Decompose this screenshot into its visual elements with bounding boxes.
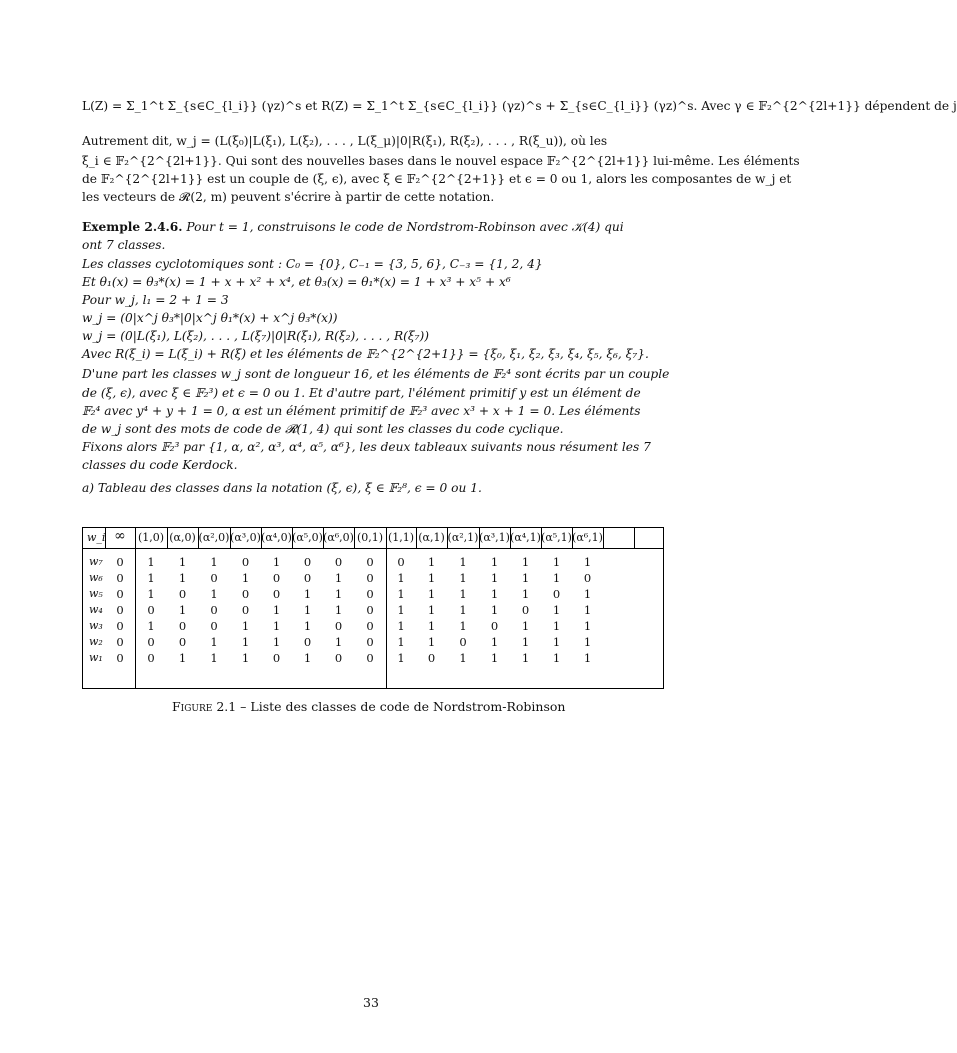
table-cell: 1 xyxy=(303,603,312,617)
table-column-header: (α⁶,1) xyxy=(572,531,603,544)
table-cell: 1 xyxy=(427,619,436,633)
table-cell: 0 xyxy=(272,651,281,665)
table-cell: 1 xyxy=(583,635,592,649)
table-cell: 1 xyxy=(552,619,561,633)
table-cell: 0 xyxy=(459,635,467,649)
table-row-label: w₃ xyxy=(89,619,103,632)
table-cell: 1 xyxy=(397,571,405,585)
example-line-4: Et θ₁(x) = θ₃*(x) = 1 + x + x² + x⁴, et θ₃(x) = θ₁*(x) = 1 + x³ + x⁵ + x⁶ xyxy=(82,275,511,289)
table-cell: 1 xyxy=(272,555,281,569)
example-line-12: de w_j sont des mots de code de 𝓡(1, 4) qui sont les classes du code cyclique. xyxy=(82,422,564,436)
table-cell: 1 xyxy=(303,619,312,633)
table-cell: 0 xyxy=(490,619,499,633)
table-cell: 1 xyxy=(521,555,530,569)
table-cell: 1 xyxy=(178,555,187,569)
table-cell: 1 xyxy=(583,555,592,569)
table-cell: 1 xyxy=(334,587,343,601)
table-cell: 1 xyxy=(241,619,250,633)
table-cell: 0 xyxy=(116,587,124,601)
table-cell: 1 xyxy=(178,651,187,665)
example-line-5: Pour w_j, l₁ = 2 + 1 = 3 xyxy=(82,293,229,307)
table-cell: 1 xyxy=(552,635,561,649)
table-cell: 1 xyxy=(427,635,436,649)
table-cell: 1 xyxy=(210,635,218,649)
table-cell: 0 xyxy=(366,619,374,633)
table-cell: 1 xyxy=(241,571,250,585)
text-line-autrement: Autrement dit, w_j = (L(ξ₀)|L(ξ₁), L(ξ₂), . . . , L(ξ_μ)|0|R(ξ₁), R(ξ₂), . . . , R(ξ_u)), où les xyxy=(82,134,608,148)
table-cell: 1 xyxy=(147,587,155,601)
table-column-header: (α,0) xyxy=(169,531,196,544)
table-cell: 1 xyxy=(583,651,592,665)
example-line-6: w_j = (0|x^j θ₃*|0|x^j θ₁*(x) + x^j θ₃*(x)) xyxy=(82,311,338,325)
table-cell: 1 xyxy=(521,571,530,585)
table-cell: 1 xyxy=(178,603,187,617)
table-cell: 1 xyxy=(490,587,499,601)
table-cell: 0 xyxy=(334,651,343,665)
table-cell: 0 xyxy=(303,635,312,649)
table-cell: 1 xyxy=(241,635,250,649)
table-column-header: (1,1) xyxy=(387,531,415,544)
table-cell: 1 xyxy=(334,635,343,649)
example-line-1 xyxy=(82,219,667,236)
table-cell: 0 xyxy=(116,603,124,617)
table-cell: 0 xyxy=(241,603,250,617)
table-cell: 1 xyxy=(272,635,281,649)
formula-line-L-R: L(Z) = Σ_1^t Σ_{s∈C_{l_i}} (γz)^s et R(Z) = Σ_1^t Σ_{s∈C_{l_i}} (γz)^s + Σ_{s∈C_{l_i}} (γz)^s. Avec γ ∈ 𝔽₂^{2^{2l+1}} dépendent de j xyxy=(82,99,957,113)
table-cell: 0 xyxy=(427,651,436,665)
table-cell: 1 xyxy=(490,651,499,665)
table-cell: 0 xyxy=(147,635,155,649)
table-cell: 1 xyxy=(552,555,561,569)
table-cell: 0 xyxy=(397,555,405,569)
table-column-header: (0,1) xyxy=(356,531,384,544)
table-cell: 1 xyxy=(210,555,218,569)
table-cell: 0 xyxy=(210,571,218,585)
table-cell: 1 xyxy=(427,603,436,617)
table-column-header: (α,1) xyxy=(418,531,445,544)
table-column-header: (α⁴,1) xyxy=(510,531,541,544)
table-cell: 1 xyxy=(427,587,436,601)
table-cell: 1 xyxy=(272,603,281,617)
table-cell: 0 xyxy=(116,571,124,585)
table-cell: 0 xyxy=(210,603,218,617)
table-cell: 0 xyxy=(303,571,312,585)
table-row-label: w₂ xyxy=(89,635,103,648)
table-column-header: (α³,0) xyxy=(230,531,261,544)
table-cell: 0 xyxy=(147,651,155,665)
example-line-13: Fixons alors 𝔽₂³ par {1, α, α², α³, α⁴, α⁵, α⁶}, les deux tableaux suivants nous résument les 7 xyxy=(82,440,651,454)
classes-table xyxy=(82,527,664,689)
table-column-header: (α²,1) xyxy=(447,531,479,544)
table-cell: 1 xyxy=(303,587,312,601)
example-line-3: Les classes cyclotomiques sont : C₀ = {0}, C₋₁ = {3, 5, 6}, C₋₃ = {1, 2, 4} xyxy=(82,257,543,271)
table-cell: 0 xyxy=(521,603,530,617)
figure-caption-text: – Liste des classes de code de Nordstrom-Robinson xyxy=(236,699,566,714)
table-row-label: w₆ xyxy=(89,571,103,584)
table-cell: 0 xyxy=(210,619,218,633)
table-cell: 1 xyxy=(210,651,218,665)
table-cell: 1 xyxy=(147,571,155,585)
table-cell: 0 xyxy=(116,651,124,665)
example-label: Exemple 2.4.6. xyxy=(82,220,183,234)
table-vertical-rule xyxy=(135,528,136,688)
table-column-header: (α²,0) xyxy=(198,531,230,544)
figure-label: Figure 2.1 xyxy=(172,699,237,714)
table-cell: 1 xyxy=(303,651,312,665)
table-cell: 1 xyxy=(459,571,467,585)
table-cell: 0 xyxy=(334,619,343,633)
table-cell: 0 xyxy=(178,587,187,601)
text-line-vecteurs: les vecteurs de 𝓡(2, m) peuvent s'écrire à partir de cette notation. xyxy=(82,190,495,204)
table-cell: 1 xyxy=(397,651,405,665)
table-cell: 0 xyxy=(178,635,187,649)
table-column-header: ∞ xyxy=(114,528,126,544)
table-cell: 0 xyxy=(366,555,374,569)
example-line-15: a) Tableau des classes dans la notation (ξ, ϵ), ξ ∈ 𝔽₂⁸, ϵ = 0 ou 1. xyxy=(82,481,482,495)
table-cell: 0 xyxy=(583,571,592,585)
table-column-header: (1,0) xyxy=(137,531,165,544)
table-cell: 0 xyxy=(366,603,374,617)
table-row-label: w₁ xyxy=(89,651,103,664)
table-header-separator xyxy=(634,528,635,548)
table-cell: 1 xyxy=(427,555,436,569)
example-line-9: D'une part les classes w_j sont de longueur 16, et les éléments de 𝔽₂⁴ sont écrits par un couple xyxy=(82,367,670,381)
table-cell: 1 xyxy=(397,587,405,601)
table-cell: 1 xyxy=(521,619,530,633)
table-cell: 0 xyxy=(303,555,312,569)
table-cell: 0 xyxy=(366,635,374,649)
table-cell: 1 xyxy=(147,555,155,569)
table-cell: 1 xyxy=(241,651,250,665)
example-line-8: Avec R(ξ_i) = L(ξ_i) + R(ξ) et les éléments de 𝔽₂^{2^{2+1}} = {ξ₀, ξ₁, ξ₂, ξ₃, ξ₄, ξ₅, ξ₆, ξ₇}. xyxy=(82,347,649,361)
table-cell: 1 xyxy=(490,571,499,585)
table-cell: 1 xyxy=(490,635,499,649)
table-cell: 1 xyxy=(178,571,187,585)
table-column-header: (α⁶,0) xyxy=(323,531,354,544)
table-cell: 1 xyxy=(521,587,530,601)
table-cell: 1 xyxy=(147,619,155,633)
table-corner-header: w_i xyxy=(87,531,106,544)
table-row-label: w₇ xyxy=(89,555,103,568)
table-cell: 1 xyxy=(521,635,530,649)
page-number: 33 xyxy=(363,995,379,1010)
table-cell: 1 xyxy=(552,603,561,617)
table-cell: 1 xyxy=(397,619,405,633)
table-column-header: (α⁴,0) xyxy=(261,531,292,544)
table-cell: 0 xyxy=(241,587,250,601)
table-cell: 1 xyxy=(490,555,499,569)
table-cell: 1 xyxy=(459,619,467,633)
table-cell: 1 xyxy=(552,651,561,665)
table-cell: 0 xyxy=(366,651,374,665)
table-cell: 0 xyxy=(147,603,155,617)
table-cell: 1 xyxy=(521,651,530,665)
table-cell: 1 xyxy=(583,587,592,601)
example-line-10: de (ξ, ϵ), avec ξ ∈ 𝔽₂³) et ϵ = 0 ou 1. Et d'autre part, l'élément primitif y est un élément de xyxy=(82,386,641,400)
table-row-label: w₄ xyxy=(89,603,103,616)
table-cell: 1 xyxy=(459,651,467,665)
table-cell: 0 xyxy=(366,587,374,601)
text-line-elements: de 𝔽₂^{2^{2l+1}} est un couple de (ξ, ϵ), avec ξ ∈ 𝔽₂^{2^{2+1}} et ϵ = 0 ou 1, alors les composantes de w_j et xyxy=(82,172,792,186)
table-cell: 0 xyxy=(116,555,124,569)
example-line-11: 𝔽₂⁴ avec y⁴ + y + 1 = 0, α est un élément primitif de 𝔽₂³ avec x³ + x + 1 = 0. Les éléments xyxy=(82,404,641,418)
table-cell: 1 xyxy=(272,619,281,633)
table-cell: 0 xyxy=(178,619,187,633)
table-cell: 0 xyxy=(116,635,124,649)
table-column-header: (α³,1) xyxy=(479,531,510,544)
table-cell: 1 xyxy=(583,603,592,617)
table-cell: 1 xyxy=(490,603,499,617)
example-line-7: w_j = (0|L(ξ₁), L(ξ₂), . . . , L(ξ₇)|0|R(ξ₁), R(ξ₂), . . . , R(ξ₇)) xyxy=(82,329,430,343)
table-row-label: w₅ xyxy=(89,587,103,600)
table-column-header: (α⁵,1) xyxy=(541,531,572,544)
table-cell: 0 xyxy=(366,571,374,585)
table-cell: 0 xyxy=(272,587,281,601)
table-cell: 0 xyxy=(272,571,281,585)
table-cell: 1 xyxy=(334,603,343,617)
text-line-xi: ξ_i ∈ 𝔽₂^{2^{2l+1}}. Qui sont des nouvelles bases dans le nouvel espace 𝔽₂^{2^{2l+1}} lui-même. Les éléments xyxy=(82,154,800,168)
table-cell: 1 xyxy=(459,603,467,617)
figure-caption xyxy=(172,699,565,714)
example-line-1-text: Pour t = 1, construisons le code de Nordstrom-Robinson avec 𝒦(4) qui xyxy=(186,220,624,234)
table-cell: 1 xyxy=(334,571,343,585)
table-cell: 1 xyxy=(427,571,436,585)
table-cell: 1 xyxy=(397,635,405,649)
table-cell: 1 xyxy=(552,571,561,585)
table-column-header: (α⁵,0) xyxy=(292,531,323,544)
table-vertical-rule xyxy=(386,528,387,688)
table-cell: 1 xyxy=(459,587,467,601)
table-cell: 0 xyxy=(241,555,250,569)
table-cell: 1 xyxy=(397,603,405,617)
table-cell: 1 xyxy=(459,555,467,569)
table-cell: 0 xyxy=(334,555,343,569)
table-cell: 1 xyxy=(210,587,218,601)
example-line-2: ont 7 classes. xyxy=(82,238,166,252)
table-cell: 0 xyxy=(116,619,124,633)
example-line-14: classes du code Kerdock. xyxy=(82,458,238,472)
table-cell: 1 xyxy=(583,619,592,633)
table-cell: 0 xyxy=(552,587,561,601)
